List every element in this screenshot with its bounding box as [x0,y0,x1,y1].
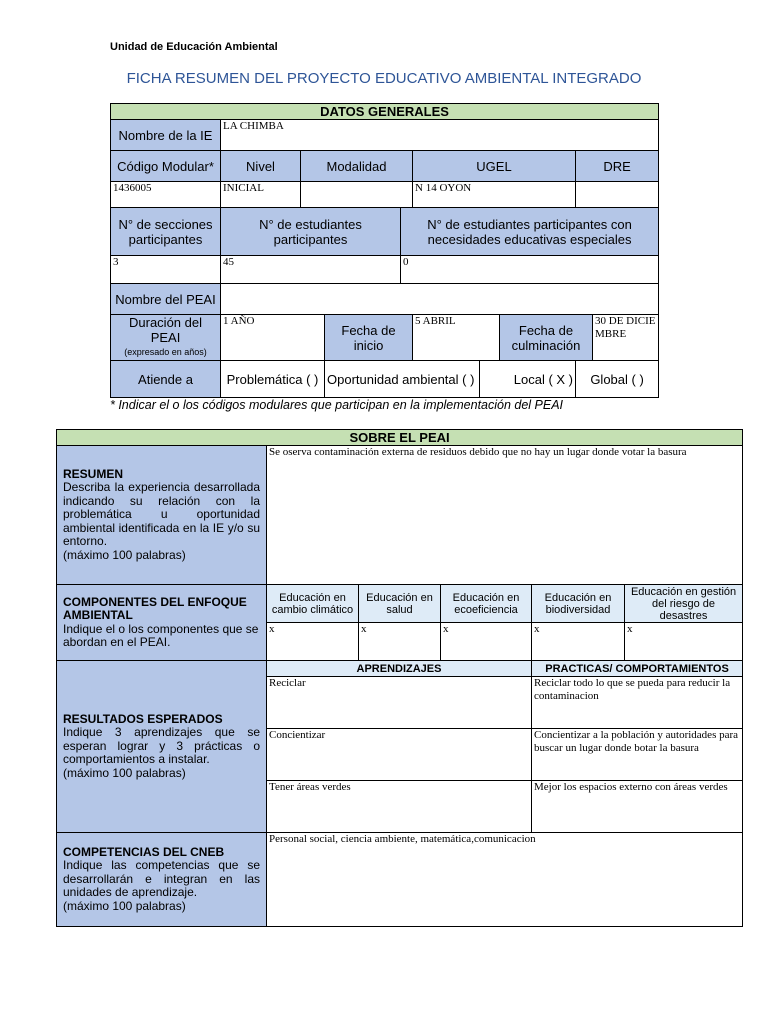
resumen-field[interactable]: Se oserva contaminación externa de residuos debido que no hay un lugar donde votar la basura [267,446,743,585]
resumen-desc: Describa la experiencia desarrollada indicando su relación con la problemática u oportunidad ambiental identificada en la IE y/o su entorno. [63,480,260,549]
nombre-ie-field[interactable]: LA CHIMBA [221,120,659,151]
secciones-field[interactable]: 3 [111,256,221,284]
fecha-culminacion-field[interactable]: 30 DE DICIEMBRE [593,315,659,361]
practica-field[interactable]: Mejor los espacios externo con áreas verdes [532,781,743,833]
practica-field[interactable]: Reciclar todo lo que se pueda para reducir la contaminacion [532,677,743,729]
competencias-field[interactable]: Personal social, ciencia ambiente, matemática,comunicacion [267,833,743,927]
aprendizaje-field[interactable]: Reciclar [267,677,532,729]
competencias-max: (máximo 100 palabras) [63,898,186,913]
componentes-title: COMPONENTES DEL ENFOQUE AMBIENTAL [63,594,247,622]
modalidad-label: Modalidad [301,151,413,182]
sobre-peai-heading: SOBRE EL PEAI [57,430,743,446]
competencias-desc: Indique las competencias que se desarrollarán e integran en las unidades de aprendizaje. [63,858,260,900]
ugel-label: UGEL [413,151,576,182]
componentes-desc: Indique el o los componentes que se abordan en el PEAI. [63,621,259,649]
competencias-label [57,833,267,927]
component-label: Educación en gestión del riesgo de desastres [625,585,743,623]
fecha-culminacion-label: Fecha de culminación [500,315,593,361]
page-title: FICHA RESUMEN DEL PROYECTO EDUCATIVO AMBIENTAL INTEGRADO [126,70,642,87]
resultados-max: (máximo 100 palabras) [63,765,186,780]
nee-label: N° de estudiantes participantes con necesidades educativas especiales [401,208,659,256]
component-field[interactable]: x [625,623,743,661]
component-field[interactable]: x [532,623,625,661]
resultados-label [57,661,267,833]
nombre-peai-field[interactable] [221,284,659,315]
resultados-desc: Indique 3 aprendizajes que se esperan lograr y 3 prácticas o comportamientos a instalar. [63,725,260,767]
oportunidad-option[interactable]: Oportunidad ambiental ( ) [325,361,480,398]
aprendizaje-field[interactable]: Tener áreas verdes [267,781,532,833]
fecha-inicio-field[interactable]: 5 ABRIL [413,315,500,361]
component-label: Educación en ecoeficiencia [441,585,532,623]
secciones-label: N° de secciones participantes [111,208,221,256]
atiende-label: Atiende a [111,361,221,398]
resumen-title: RESUMEN [63,466,124,481]
duracion-sublabel: (expresado en años) [124,347,207,357]
codigo-modular-label: Código Modular* [111,151,221,182]
component-field[interactable]: x [359,623,441,661]
problematica-option[interactable]: Problemática ( ) [221,361,325,398]
unit-label: Unidad de Educación Ambiental [110,41,278,53]
modalidad-field[interactable] [301,182,413,208]
fecha-inicio-label: Fecha de inicio [325,315,413,361]
nivel-field[interactable]: INICIAL [221,182,301,208]
dre-label: DRE [576,151,659,182]
component-label: Educación en cambio climático [267,585,359,623]
component-label: Educación en biodiversidad [532,585,625,623]
resumen-label [57,446,267,585]
codigo-modular-field[interactable]: 1436005 [111,182,221,208]
duracion-field[interactable]: 1 AÑO [221,315,325,361]
nivel-label: Nivel [221,151,301,182]
practicas-header: PRACTICAS/ COMPORTAMIENTOS [532,661,743,677]
estudiantes-label: N° de estudiantes participantes [221,208,401,256]
local-option[interactable]: Local ( X ) [480,361,576,398]
datos-generales-table [110,103,659,398]
estudiantes-field[interactable]: 45 [221,256,401,284]
competencias-title: COMPETENCIAS DEL CNEB [63,844,225,859]
resumen-max: (máximo 100 palabras) [63,547,186,562]
ugel-field[interactable]: N 14 OYON [413,182,576,208]
aprendizaje-field[interactable]: Concientizar [267,729,532,781]
component-field[interactable]: x [267,623,359,661]
component-label: Educación en salud [359,585,441,623]
componentes-label [57,585,267,661]
duracion-label [111,315,221,361]
resultados-title: RESULTADOS ESPERADOS [63,711,223,726]
duracion-label-text: Duración del PEAI [129,315,202,345]
sobre-peai-table [56,429,743,927]
nombre-ie-label: Nombre de la IE [111,120,221,151]
global-option[interactable]: Global ( ) [576,361,659,398]
datos-generales-heading: DATOS GENERALES [111,104,659,120]
aprendizajes-header: APRENDIZAJES [267,661,532,677]
dre-field[interactable] [576,182,659,208]
nombre-peai-label: Nombre del PEAI [111,284,221,315]
component-field[interactable]: x [441,623,532,661]
footnote: * Indicar el o los códigos modulares que participan en la implementación del PEAI [110,398,564,412]
practica-field[interactable]: Concientizar a la población y autoridades para buscar un lugar donde botar la basura [532,729,743,781]
nee-field[interactable]: 0 [401,256,659,284]
